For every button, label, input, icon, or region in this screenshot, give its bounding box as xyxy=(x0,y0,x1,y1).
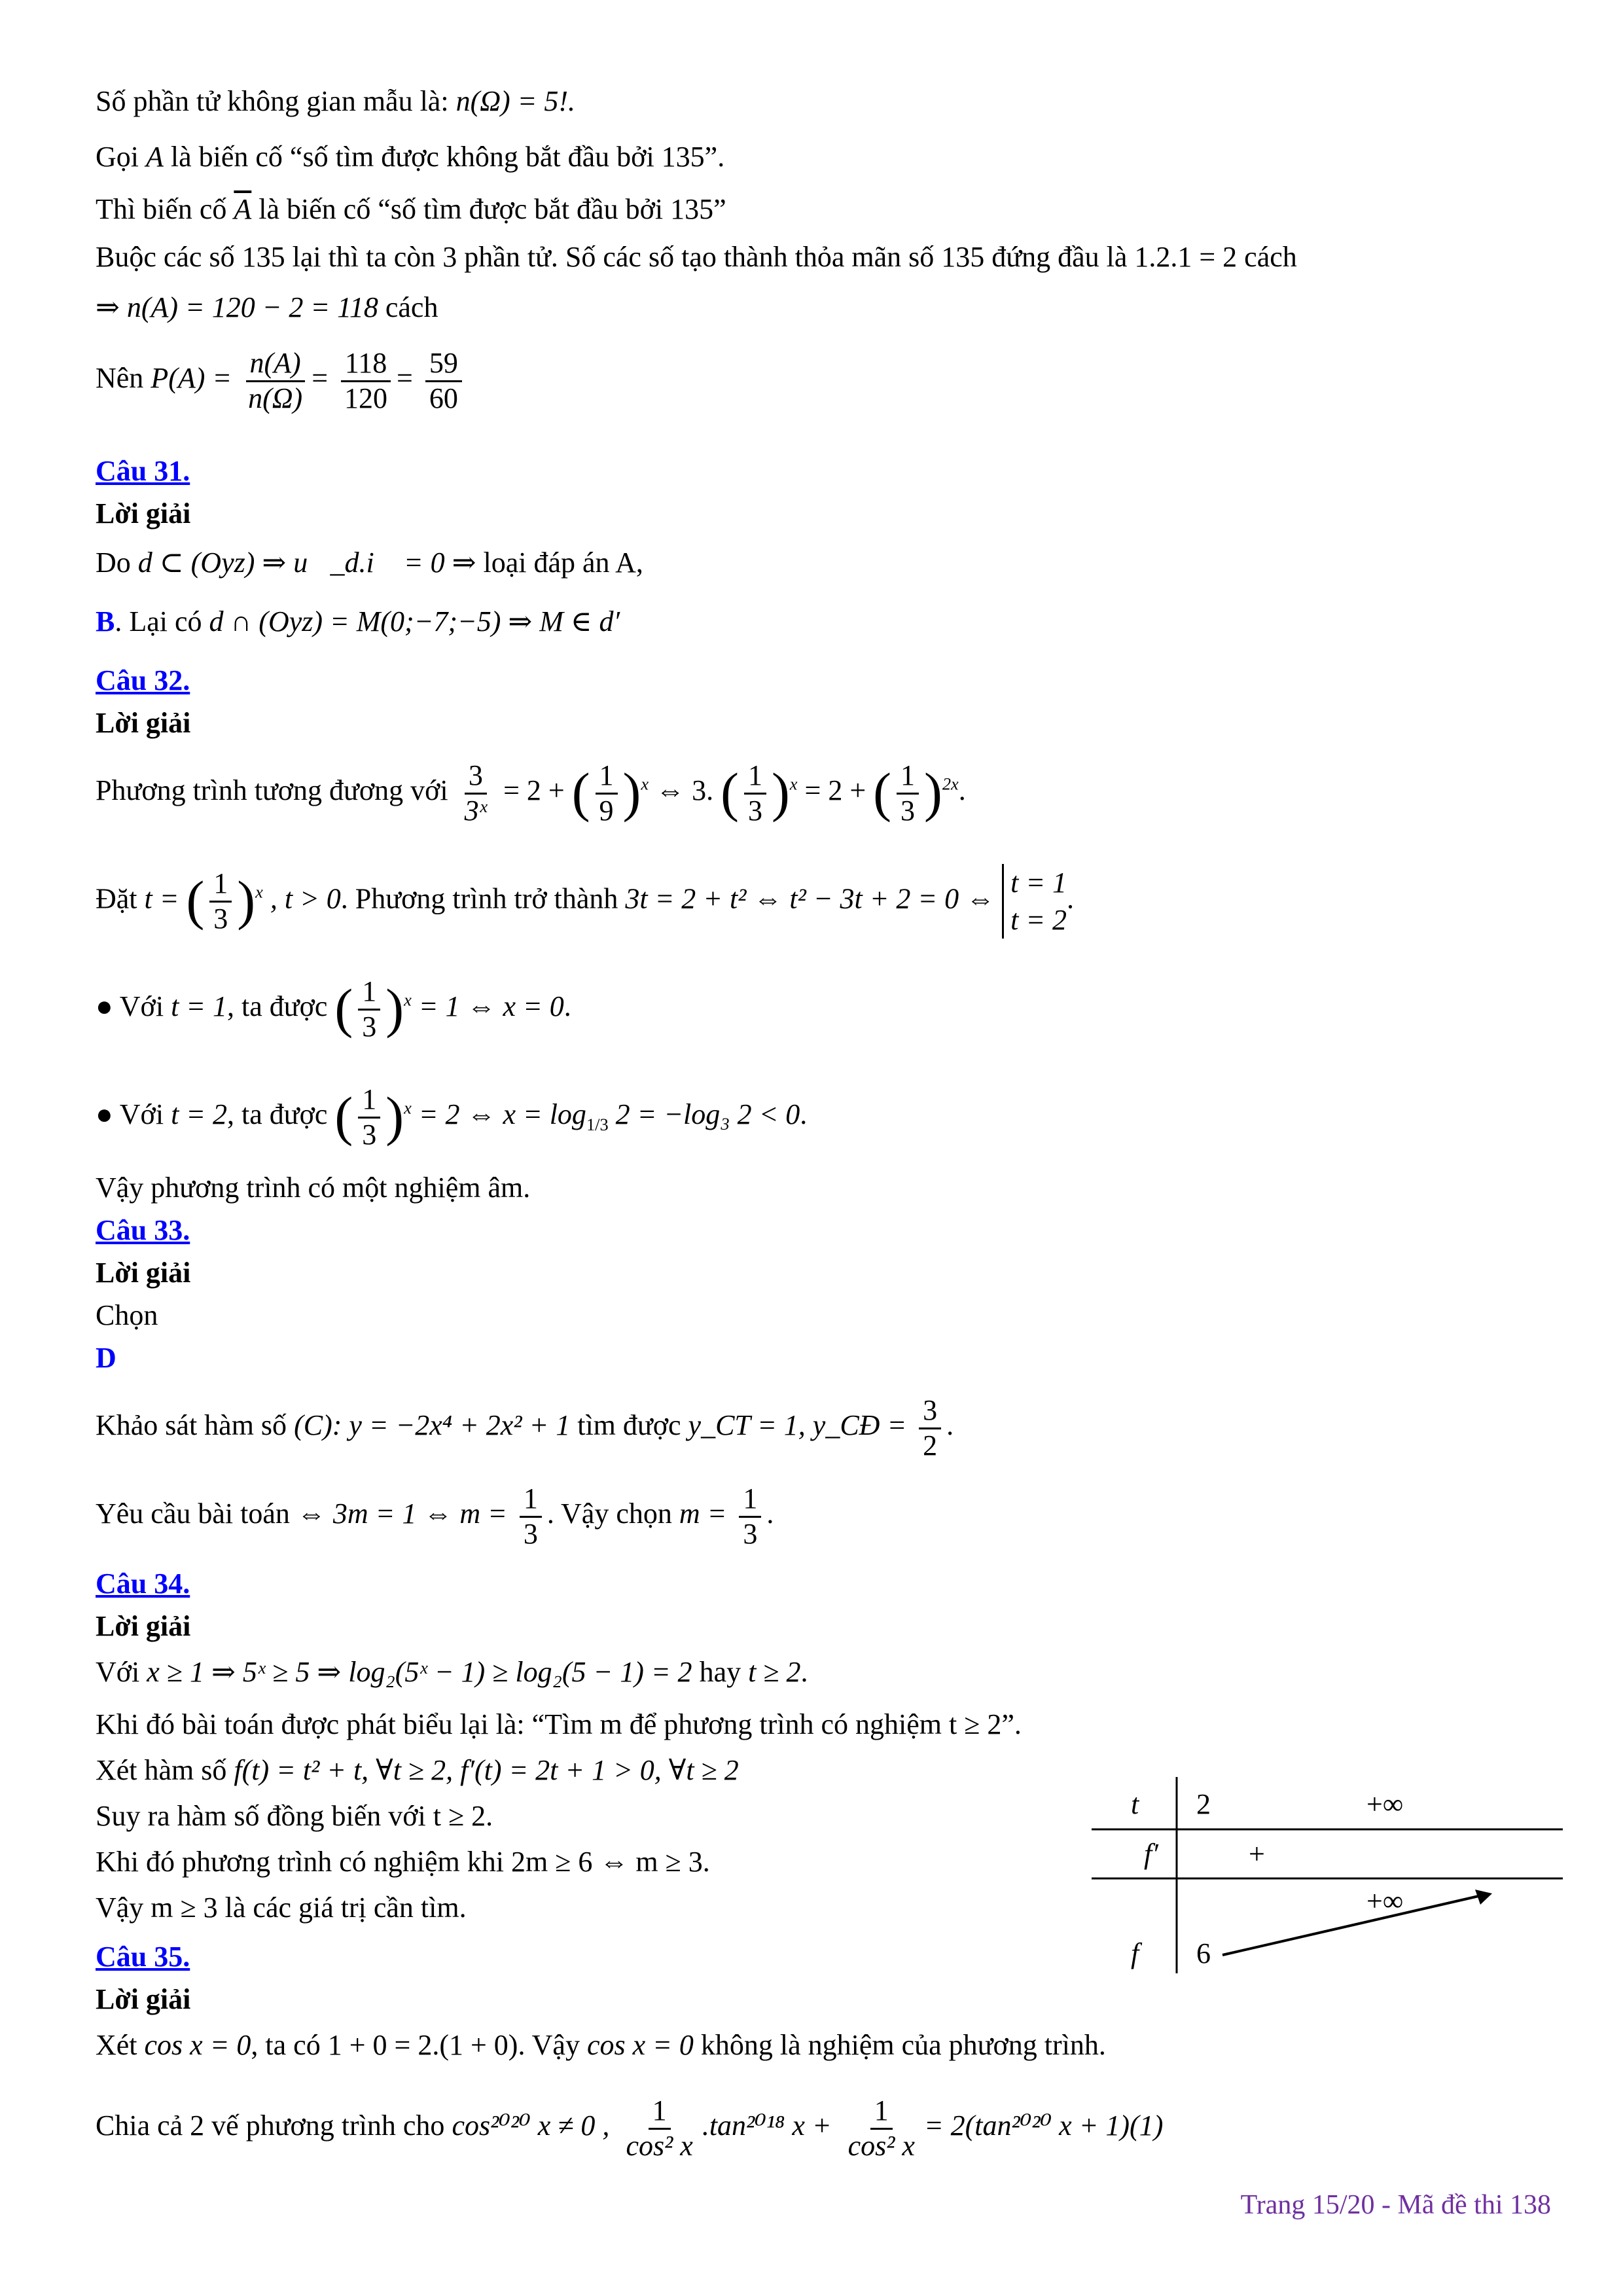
q32-line-2: Đặt t = ( $\frac{1}{3}$ )$^x$ , t > 0. Phương trình trở thành 3t = 2 + t² ⇔ t² − 3t + 2 = 0 ⇔ t = 1 t = 2 . xyxy=(96,864,1074,939)
q32-conclusion: Vậy phương trình có một nghiệm âm. xyxy=(96,1172,531,1204)
fraction: $\frac{n(A)}{n(\Omega)}$ xyxy=(244,347,306,415)
solution-heading: Lời giải xyxy=(96,497,191,529)
q32-line-4: ● Với t = 2, ta được ( $\frac{1}{3}$ )$^x$ = 2 ⇔ $x = \log_{1/3} 2 = -\log_3$ 2 < 0. xyxy=(96,1083,808,1151)
solution-heading: Lời giải xyxy=(96,1983,191,2015)
increasing-arrow xyxy=(1222,1895,1484,1955)
fraction: $\frac{1}{3}$ xyxy=(358,1083,380,1151)
line-event-a-bar: Thì biến cố $\overline{A}$ là biến cố “số tìm được bắt đầu bởi 135” xyxy=(96,193,726,225)
table-f-label: f xyxy=(1131,1937,1139,1969)
table-t-start: 2 xyxy=(1196,1788,1211,1820)
q34-line-5: Khi đó phương trình có nghiệm khi 2m ≥ 6 ⇔ m ≥ 3. xyxy=(96,1846,710,1878)
q33-choose: Chọn xyxy=(96,1299,158,1331)
q33-line-1: Khảo sát hàm số (C): y = −2x⁴ + 2x² + 1 tìm được y_CT = 1, y_CĐ = $\frac{3}{2}$ . xyxy=(96,1394,954,1462)
solution-heading: Lời giải xyxy=(96,1257,191,1289)
line-n-a: ⇒ n(A) = 120 − 2 = 118 cách xyxy=(96,291,438,323)
page-footer: Trang 15/20 - Mã đề thi 138 xyxy=(1240,2190,1551,2220)
line-sample-space: Số phần tử không gian mẫu là: n(Ω) = 5!. xyxy=(96,85,576,117)
q32-line-3: ● Với t = 1, ta được ( $\frac{1}{3}$ )$^x$ = 1 ⇔ x = 0. xyxy=(96,975,571,1043)
fraction: $\frac{1}{9}$ xyxy=(596,759,618,827)
q33-line-2: Yêu cầu bài toán ⇔ 3m = 1 ⇔ m = $\frac{1}{3}$ . Vậy chọn m = $\frac{1}{3}$ . xyxy=(96,1482,774,1550)
table-t-end: +∞ xyxy=(1366,1788,1404,1820)
fraction: $\frac{118}{120}$ xyxy=(340,347,391,415)
q34-line-3: Xét hàm số f(t) = t² + t, ∀t ≥ 2, f′(t) = 2t + 1 > 0, ∀t ≥ 2 xyxy=(96,1754,739,1786)
table-t-label: t xyxy=(1131,1788,1139,1820)
table-f-start: 6 xyxy=(1196,1937,1211,1969)
variation-table xyxy=(1092,1777,1563,1977)
q33-answer: D xyxy=(96,1342,116,1374)
fraction: $\frac{1}{\text{cos² x}}$ xyxy=(847,2094,915,2162)
fraction: $\frac{1}{\text{cos² x}}$ xyxy=(626,2094,693,2162)
q31-line-1: Do d ⊂ (Oyz) ⇒ u⃗_d.i⃗ = 0 ⇒ loại đáp án A, xyxy=(96,547,643,579)
line-probability: Nên P(A) = $\frac{n(A)}{n(\Omega)}$ = $\frac{118}{120}$ = $\frac{59}{60}$ xyxy=(96,347,467,415)
variation-table-lines xyxy=(1092,1777,1563,1977)
fraction: $\frac{1}{3}$ xyxy=(520,1482,542,1551)
q34-line-1: Với x ≥ 1 ⇒ 5ˣ ≥ 5 ⇒ log₂(5ˣ − 1) ≥ log₂(5 − 1) = 2 hay t ≥ 2. xyxy=(96,1656,808,1688)
q35-line-2: Chia cả 2 vế phương trình cho cos²⁰²⁰ x ≠ 0 , $\frac{1}{\text{cos² x}}$ .tan²⁰¹⁸ x + $\frac{1}{\text{cos² x}}$ = 2(tan²⁰²⁰ x + 1)(1) xyxy=(96,2094,1164,2162)
question-34-title: Câu 34. xyxy=(96,1568,190,1600)
fraction: $\frac{3}{2}$ xyxy=(919,1394,941,1462)
fraction: $\frac{1}{3}$ xyxy=(897,759,919,827)
question-31-title: Câu 31. xyxy=(96,455,190,487)
solution-heading: Lời giải xyxy=(96,707,191,739)
fraction: $\frac{59}{60}$ xyxy=(425,347,462,415)
q32-line-1: Phương trình tương đương với $\frac{3}{\text{3ˣ}}$ = 2 + ( $\frac{1}{9}$ )$^x$ ⇔ 3. ( $\frac{1}{3}$ )$^x$ = 2 + ( $\frac{1}{3}$ )$^{2x}$. xyxy=(96,759,966,827)
fraction: $\frac{3}{\text{3ˣ}}$ xyxy=(464,759,488,827)
line-event-a: Gọi A là biến cố “số tìm được không bắt đầu bởi 135”. xyxy=(96,141,725,173)
line-group-135: Buộc các số 135 lại thì ta còn 3 phần tử. Số các số tạo thành thỏa mãn số 135 đứng đầu là 1.2.1 = 2 cách xyxy=(96,241,1297,273)
question-33-title: Câu 33. xyxy=(96,1214,190,1246)
q34-line-4: Suy ra hàm số đồng biến với t ≥ 2. xyxy=(96,1800,493,1832)
case-bracket: t = 1 t = 2 xyxy=(1002,864,1067,939)
solution-heading: Lời giải xyxy=(96,1610,191,1642)
q31-line-2: B. Lại có d ∩ (Oyz) = M(0;−7;−5) ⇒ M ∈ d′ xyxy=(96,605,620,637)
question-35-title: Câu 35. xyxy=(96,1941,190,1973)
fraction: $\frac{1}{3}$ xyxy=(744,759,766,827)
table-fprime-sign: + xyxy=(1249,1838,1265,1870)
table-f-end: +∞ xyxy=(1366,1885,1404,1917)
table-fprime-label: f′ xyxy=(1144,1838,1158,1870)
question-32-title: Câu 32. xyxy=(96,664,190,696)
fraction: $\frac{1}{3}$ xyxy=(209,867,232,935)
q34-line-2: Khi đó bài toán được phát biểu lại là: “Tìm m để phương trình có nghiệm t ≥ 2”. xyxy=(96,1708,1022,1740)
q35-line-1: Xét cos x = 0, ta có 1 + 0 = 2.(1 + 0). Vậy cos x = 0 không là nghiệm của phương trình. xyxy=(96,2029,1106,2061)
fraction: $\frac{1}{3}$ xyxy=(739,1482,761,1551)
q34-line-6: Vậy m ≥ 3 là các giá trị cần tìm. xyxy=(96,1892,467,1924)
fraction: $\frac{1}{3}$ xyxy=(358,975,380,1043)
